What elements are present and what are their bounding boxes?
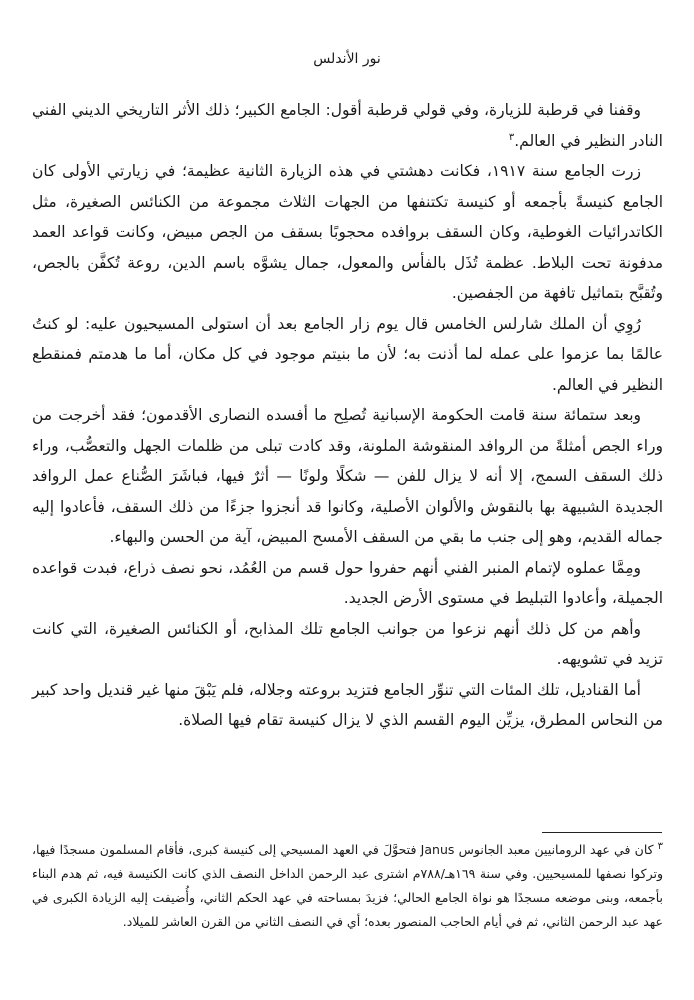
paragraph-2: زرت الجامع سنة ١٩١٧، فكانت دهشتي في هذه الزيارة الثانية عظيمة؛ في زيارتي الأولى كان الجامع كنيسةً بأجمعه أو كنيسة تكتنفها من الجهات الثلاث مجموعة من الكنائس الصغيرة، مثل الكاتدرائيات الغوطية، وكان السقف بروافده محجوبًا بسقف من الجص مبيض، وكانت قواعد العمد مدفونة تحت البلاط. عظمة تُذَل بالفأس والمعول، جمال يشوَّه باسم الدين، روعة تُكفَّن بالجص، وتُقبَّح بتماثيل تافهة من الجفصين. xyxy=(32,162,663,302)
paragraph-4: وبعد ستمائة سنة قامت الحكومة الإسبانية تُصلِح ما أفسده النصارى الأقدمون؛ فقد أخرجت من وراء الجص أمثلةً من الروافد المنقوشة الملونة، وقد كادت تبلى من ظلمات الجهل والتعصُّب، وراء ذلك السقف السمج، إلا أنه لا يزال للفن — شكلًا ولونًا — أثرٌ فيها، فباشَرَ الصُّناع عمل الروافد الجديدة الشبيهة بها بالنقوش والألوان الأصلية، وكانوا قد أنجزوا جزءًا من ذلك السقف، فأعادوا إليه جماله القديم، وهو إلى جنب ما بقي من السقف الأمسح المبيض، آية من الحسن والبهاء. xyxy=(32,406,663,546)
footnote-reference[interactable]: ٣ xyxy=(508,131,515,143)
footnote-number: ٣ xyxy=(657,840,663,852)
body-text xyxy=(32,95,663,736)
footnote-3 xyxy=(32,838,663,934)
paragraph-7: أما القناديل، تلك المئات التي تنوِّر الجامع فتزيد بروعته وجلاله، فلم يَبْقَ منها غير قنديل واحد كبير من النحاس المطرق، يزيِّن اليوم القسم الذي لا يزال كنيسة تقام فيها الصلاة. xyxy=(32,680,663,729)
paragraph-6: وأهم من كل ذلك أنهم نزعوا من جوانب الجامع تلك المذابح، أو الكنائس الصغيرة، التي كانت تزيد في تشويهه. xyxy=(32,619,663,668)
footnote-text: كان في عهد الرومانيين معبد الجانوس Janus فتحوَّلَ في العهد المسيحي إلى كنيسة كبرى، فأقام المسلمون مسجدًا فيها، وتركوا نصفها للمسيحيين. وفي سنة ١٦٩هـ/٧٨٨م اشترى عبد الرحمن الداخل النصف الذي كانت الكنيسة فيه، ثم هدم البناء بأجمعه، وبنى موضعه مسجدًا هو نواة الجامع الحالي؛ فزيدَ بمساحته في عهد الحكم الثاني، وأُضيفت إليه الزيادة الكبرى في عهد عبد الرحمن الثاني، ثم في أيام الحاجب المنصور بعده؛ أي في النصف الثاني من القرن العاشر للميلاد. xyxy=(32,842,663,929)
paragraph-5: ومِمَّا عملوه لإتمام المنبر الفني أنهم حفروا حول قسم من العُمُد، نحو نصف ذراع، فبدت قواعده الجميلة، وأعادوا التبليط في مستوى الأرض الجديد. xyxy=(32,558,663,607)
paragraph-3: رُوِي أن الملك شارلس الخامس قال يوم زار الجامع بعد أن استولى المسيحيون عليه: لو كنتُ عالمًا بما عزموا على عمله لما أذنت به؛ لأن ما بنيتم موجود في كل مكان، أما ما هدمتم فمنقطع النظير في العالم. xyxy=(32,314,663,394)
footnotes xyxy=(32,838,663,934)
running-header: نور الأندلس xyxy=(313,51,381,67)
paragraph-1-text: وقفنا في قرطبة للزيارة، وفي قولي قرطبة أقول: الجامع الكبير؛ ذلك الأثر التاريخي الديني الفني النادر النظير في العالم. xyxy=(32,101,663,150)
paragraph-1 xyxy=(32,95,663,156)
footnote-divider xyxy=(542,832,662,833)
